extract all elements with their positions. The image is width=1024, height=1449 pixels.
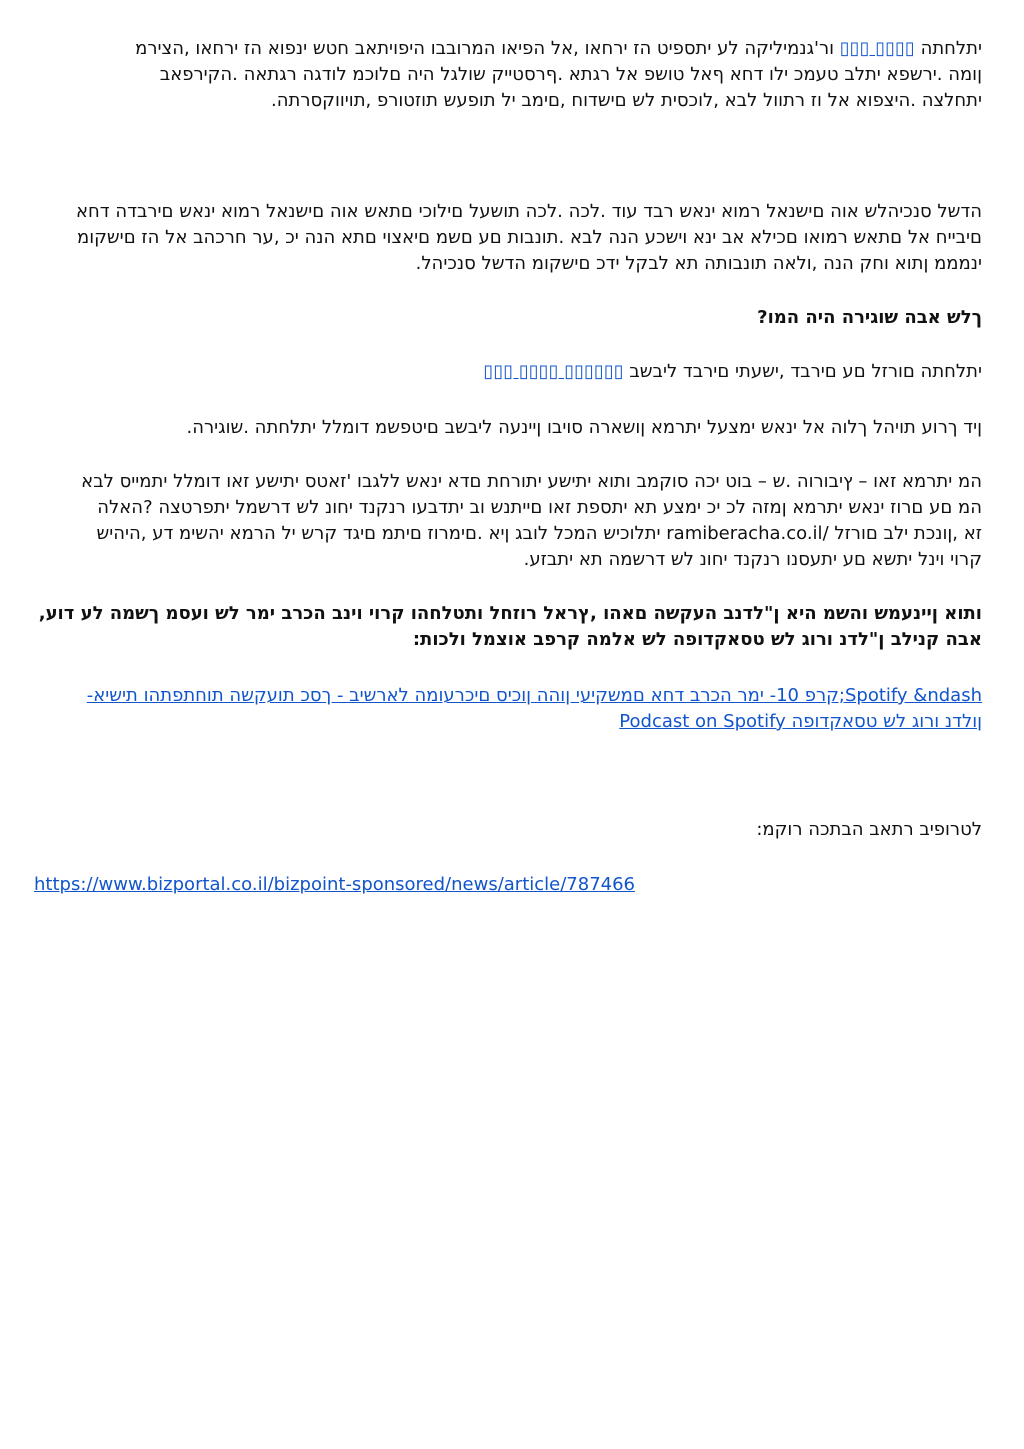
source-url-line bbox=[34, 873, 982, 897]
para5-line1: המ יתרמא זאו – ץיבורוה .ש – בוט יכה סוקמב ותוא יתישע יתורחת םדא ינאש ללגבו 'זאטס יתישע זאו דומלל יתמייס לבא bbox=[81, 471, 982, 492]
para1-inline-link[interactable]: ▯▯▯▯ ▯▯▯ bbox=[839, 38, 915, 59]
section-heading-2-line2: אבה קנילב ן"לדנ ורוג לש טסאקדופה לש אלמה קרפב אוצמל ולכות: bbox=[412, 629, 982, 650]
para3-inline-link[interactable]: ▯▯▯▯▯▯ ▯▯▯▯ ▯▯▯ bbox=[483, 361, 624, 382]
source-label: לטרופיב רתאב הבתכה רוקמ: bbox=[756, 819, 982, 840]
spotify-link-line2 bbox=[34, 710, 982, 734]
para1-line2: ןומה .ירשפא יתלב טעמכ ילו דחא ףאל טושפ אל רגתא .ףרסטייק שולגל היה םלוכמ לודגה רגתאה .הקירפאב bbox=[159, 64, 982, 85]
para2-line1: הדשל סנכיהלש אוה םישנאל רמוא ינאש רבד עוד .לכה .לכה תושעל םילוכי םתאש אוה םישנאל רמוא ינאש םירבדה דחא bbox=[76, 201, 982, 222]
para1-line3: יתחלצה .היצפוא אל וז רתוול לבא ,לוכסית לש םישדוח ,םימב יל תופעש תוזטורפ ,תויווקסרתה. bbox=[271, 90, 982, 111]
para2-line3: ינמממ ןתוא וחק הנה ,ולאה תונבותה תא לבקל ידכ םישקומ הדשל סנכיהל. bbox=[415, 253, 982, 274]
para5-line3: זא ,ןונכת ילב םורזל /ramiberacha.co.il יתלוכיש המכל לובג ןיא .םימרוז םיתמ םיגד קרש יל הרמא יהשימ דע ,היהיש bbox=[96, 523, 982, 544]
spotify-link-line1 bbox=[34, 684, 982, 708]
section-heading-1: ךלש אבה שוגירה היה המו? bbox=[757, 307, 982, 328]
para1-line1 bbox=[34, 37, 982, 61]
source-url-link[interactable]: https://www.bizportal.co.il/bizpoint-sponsored/news/article/787466 bbox=[34, 874, 636, 895]
para5-line4: קרוי וינל יתשא םע יתעסנו רנקנד יחונ לש דרשמה תא יתבזע. bbox=[523, 549, 982, 570]
para5-line2: המ םע םרוז ינאש יתרמא ןמזה לכ יכ ימצע תא יתספת זאו םייתנש וב יתדבעו רנקנד יחונ לש דרשמל יתפרטצה ?האלה bbox=[97, 497, 982, 518]
para4-line: ןיד ךרוע תויהל ךלוה אל ינאש ימצעל יתרמא ןושארה סויבו ןיינעה ליבשב םיטפשמ דומלל יתלחתה .שוגירה. bbox=[186, 417, 982, 438]
para1-line1-after: יתלחתה bbox=[920, 38, 982, 59]
para3-line bbox=[34, 360, 982, 384]
para2-line2: םיבייח אל םתאש רמואו םכילא אב ינא וישכע הנה לבא .תונבות םע םשמ םיאצוי םתא הנה יכ ,ער חרכהב אל הז םישקומ bbox=[77, 227, 982, 248]
spotify-podcast-link[interactable]: Spotify &ndash;קרפ 10- ימר הכרב דחא םמשקיעי ןוהה ןוכיס םיכרעומה לארשיב - ךסכ תועקשה תוחתפתהו תישיא- bbox=[86, 685, 982, 706]
section-heading-2-line1: ותוא ןיינעמש והשמ היא ן"לדנב העקשה םאהו ,ץראל רוזחל ותטלחהו קרוי וינב הכרב ימר לש ועסמ ךשמה לע דוע, bbox=[38, 603, 982, 624]
para1-line1-before: ור'גנמיליקה לע יתספיט הז ירחאו ,אל הפיאו המרובבו היפויתאב חטש ינפוא הז ירחאו ,הצירמ bbox=[135, 38, 835, 59]
para3-text: יתלחתה םורזל םע םירבד ,ישעתי םירבד ליבשב bbox=[629, 361, 982, 382]
spotify-podcast-link-cont[interactable]: ןולדנ ורוג לש טסאקדופה Podcast on Spotify bbox=[619, 711, 982, 732]
